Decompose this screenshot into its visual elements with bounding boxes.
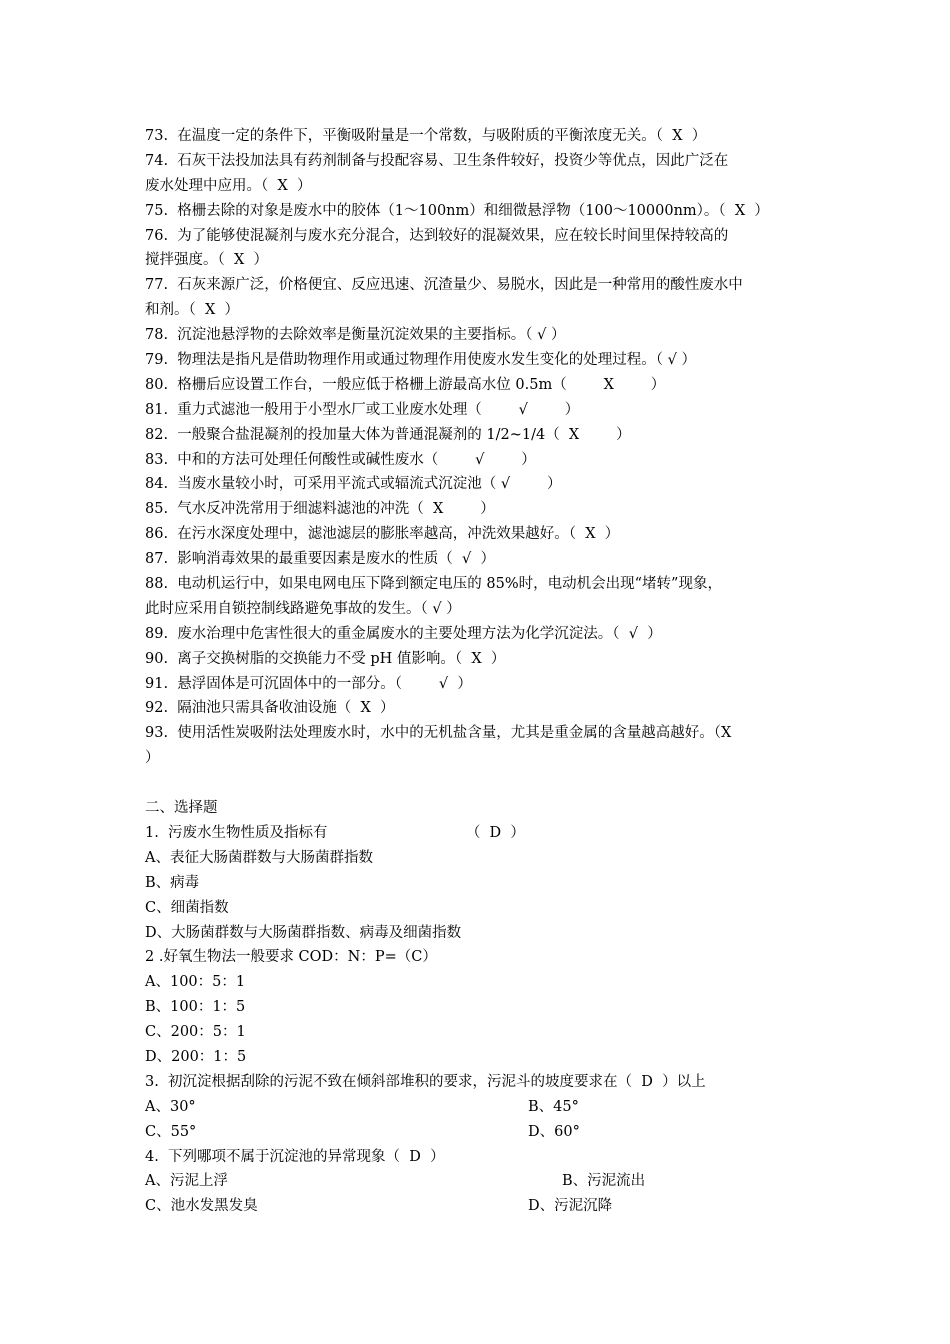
judgment-item-77: 77. 石灰来源广泛，价格便宜、反应迅速、沉渣量少、易脱水，因此是一种常用的酸性废水中 <box>145 277 743 294</box>
judgment-item-87: 87. 影响消毒效果的最重要因素是废水的性质（ √ ） <box>145 551 495 568</box>
question-2-option-c: C、200：5：1 <box>145 1024 246 1041</box>
judgment-item-77-cont: 和剂。（ X ） <box>145 302 240 319</box>
judgment-item-83: 83. 中和的方法可处理任何酸性或碱性废水（ √ ） <box>145 451 536 468</box>
judgment-item-88: 88. 电动机运行中，如果电网电压下降到额定电压的 85%时，电动机会出现“堵转”现象， <box>145 576 722 593</box>
question-1-stem: 1. 污废水生物性质及指标有 （ D ） <box>145 824 525 841</box>
judgment-item-82: 82. 一般聚合盐混凝剂的投加量大体为普通混凝剂的 1/2~1/4（ X ） <box>145 426 631 443</box>
question-2-option-a: A、100：5：1 <box>145 974 246 991</box>
question-4-option-d: D、污泥沉降 <box>528 1198 613 1215</box>
judgment-item-81: 81. 重力式滤池一般用于小型水厂或工业废水处理（ √ ） <box>145 401 580 418</box>
question-3-options-row-1 <box>145 1095 813 1120</box>
judgment-item-88-cont: 此时应采用自锁控制线路避免事故的发生。（ √ ） <box>145 600 461 617</box>
judgment-item-92: 92. 隔油池只需具备收油设施（ X ） <box>145 700 395 717</box>
question-3-options-row-2 <box>145 1120 813 1145</box>
judgment-item-75: 75. 格栅去除的对象是废水中的胶体（1～100nm）和细微悬浮物（100～10000nm）。（ X ） <box>145 202 769 219</box>
question-4-stem: 4. 下列哪项不属于沉淀池的异常现象（ D ） <box>145 1148 445 1165</box>
question-1-option-b: B、病毒 <box>145 874 200 891</box>
question-1-option-a: A、表征大肠菌群数与大肠菌群指数 <box>145 849 373 866</box>
question-1-option-c: C、细菌指数 <box>145 899 229 916</box>
section-title: 二、选择题 <box>145 800 218 817</box>
judgment-item-89: 89. 废水治理中危害性很大的重金属废水的主要处理方法为化学沉淀法。（ √ ） <box>145 625 662 642</box>
judgment-item-93-cont: ） <box>145 750 160 767</box>
section-gap <box>145 771 813 796</box>
question-4-options-row-2 <box>145 1194 813 1219</box>
question-3-option-a: A、30° <box>145 1098 196 1115</box>
question-3-option-c: C、55° <box>145 1123 197 1140</box>
question-3-option-b: B、45° <box>528 1098 579 1115</box>
judgment-item-80: 80. 格栅后应设置工作台，一般应低于格栅上游最高水位 0.5m（ X ） <box>145 376 666 393</box>
judgment-item-91: 91. 悬浮固体是可沉固体中的一部分。（ √ ） <box>145 675 472 692</box>
judgment-item-79: 79. 物理法是指凡是借助物理作用或通过物理作用使废水发生变化的处理过程。（ √ ） <box>145 352 696 369</box>
question-4-option-c: C、池水发黑发臭 <box>145 1198 258 1215</box>
question-4-options-row-1 <box>145 1169 813 1194</box>
question-2-option-d: D、200：1：5 <box>145 1048 247 1065</box>
page-content <box>145 124 813 1219</box>
question-4-option-b: B、污泥流出 <box>562 1173 646 1190</box>
judgment-item-73: 73. 在温度一定的条件下，平衡吸附量是一个常数，与吸附质的平衡浓度无关。（ X ） <box>145 128 707 144</box>
judgment-item-84: 84. 当废水量较小时，可采用平流式或辐流式沉淀池（ √ ） <box>145 476 562 493</box>
judgment-item-90: 90. 离子交换树脂的交换能力不受 pH 值影响。（ X ） <box>145 650 506 667</box>
question-1-option-d: D、大肠菌群数与大肠菌群指数、病毒及细菌指数 <box>145 924 462 941</box>
question-2-stem: 2 .好氧生物法一般要求 COD：N：P=（C） <box>145 949 437 966</box>
judgment-item-76: 76. 为了能够使混凝剂与废水充分混合，达到较好的混凝效果，应在较长时间里保持较高的 <box>145 227 729 244</box>
question-3-stem: 3. 初沉淀根据刮除的污泥不致在倾斜部堆积的要求，污泥斗的坡度要求在（ D ）以上 <box>145 1073 706 1090</box>
question-4-option-a: A、污泥上浮 <box>145 1173 228 1190</box>
judgment-item-85: 85. 气水反冲洗常用于细滤料滤池的冲洗（ X ） <box>145 501 495 518</box>
judgment-item-78: 78. 沉淀池悬浮物的去除效率是衡量沉淀效果的主要指标。（ √ ） <box>145 327 566 344</box>
judgment-item-86: 86. 在污水深度处理中，滤池滤层的膨胀率越高，冲洗效果越好。（ X ） <box>145 526 620 543</box>
question-3-option-d: D、60° <box>528 1123 580 1140</box>
question-2-option-b: B、100：1：5 <box>145 999 246 1016</box>
judgment-item-74-cont: 废水处理中应用。（ X ） <box>145 177 312 194</box>
judgment-item-93: 93. 使用活性炭吸附法处理废水时，水中的无机盐含量，尤其是重金属的含量越高越好。（X <box>145 725 732 742</box>
judgment-item-74: 74. 石灰干法投加法具有药剂制备与投配容易、卫生条件较好，投资少等优点，因此广泛在 <box>145 152 729 169</box>
judgment-item-76-cont: 搅拌强度。（ X ） <box>145 252 269 269</box>
